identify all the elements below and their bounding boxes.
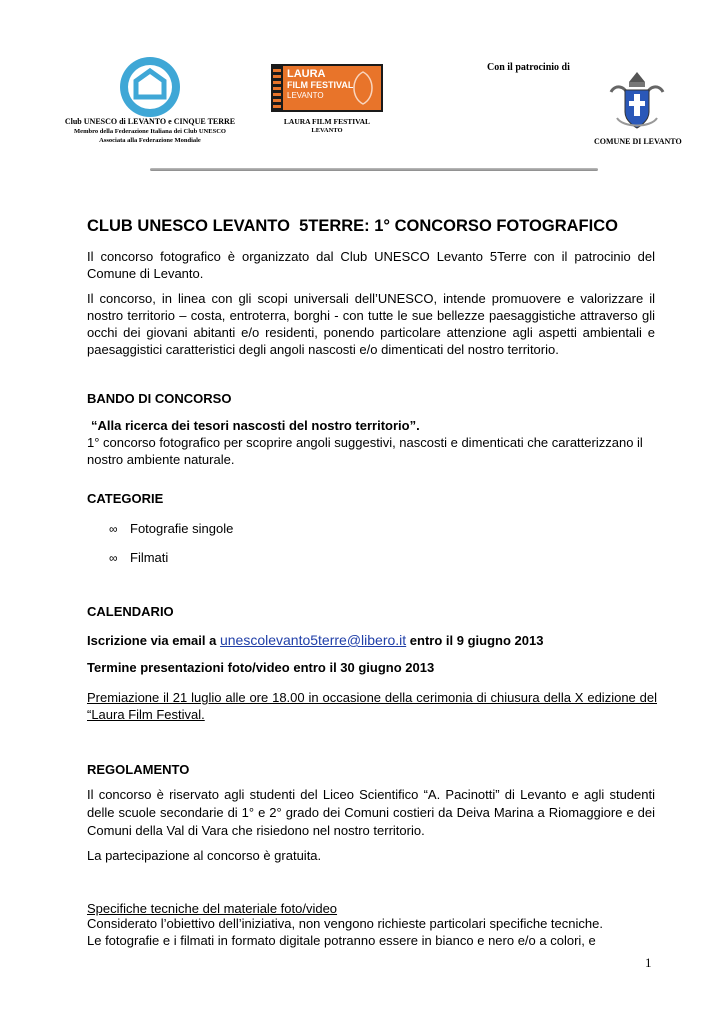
iscrizione-line xyxy=(87,632,543,648)
club-association: Associata alla Federazione Mondiale xyxy=(99,137,201,144)
festival-caption-city: LEVANTO xyxy=(311,127,343,134)
header-divider xyxy=(150,168,598,171)
page-number: 1 xyxy=(645,955,652,970)
category-item: Filmati xyxy=(130,550,169,565)
specifiche-line-1: Considerato l’obiettivo dell’iniziativa, non vengono richieste particolari specifiche tecniche. xyxy=(87,916,603,931)
regolamento-paragraph: Il concorso è riservato agli studenti del Liceo Scientifico “A. Pacinotti” di Levanto e agli studenti delle scuole secondarie di 1° e 2° grado dei Comuni costieri da Deiva Marina a Riomaggiore e dei Comuni della Val di Vara che risiedono nel nostro territorio. xyxy=(87,787,655,838)
bando-subtitle: “Alla ricerca dei tesori nascosti del nostro territorio”. xyxy=(91,418,420,433)
intro-paragraph-2: Il concorso, in linea con gli scopi universali dell’UNESCO, intende promuovere e valorizzare il nostro territorio – costa, entroterra, borghi - con tutte le sue bellezze paesaggistiche attraverso gli occhi dei giovani abitanti e/o residenti, ponendo particolare attenzione agli aspetti ambientali e paesaggistici caratteristici degli angoli nascosti e/o dimenticati del nostro territorio. xyxy=(87,291,655,357)
club-name: Club UNESCO di LEVANTO e CINQUE TERRE xyxy=(64,117,236,126)
patronage-label: Con il patrocinio di xyxy=(487,62,570,73)
festival-logo-panel xyxy=(283,66,381,110)
iscrizione-text: Iscrizione via email a xyxy=(87,633,220,648)
categorie-heading: CATEGORIE xyxy=(87,491,164,506)
laura-film-festival-logo xyxy=(271,64,383,112)
bullet-icon: ∞ xyxy=(109,522,118,536)
bando-text: 1° concorso fotografico per scoprire angoli suggestivi, nascosti e dimenticati che caratterizzano il nostro ambiente naturale. xyxy=(87,435,643,467)
calendario-heading: CALENDARIO xyxy=(87,604,174,619)
comune-levanto-crest xyxy=(607,68,667,136)
gratuita-line: La partecipazione al concorso è gratuita. xyxy=(87,848,322,863)
unesco-logo-icon xyxy=(118,55,182,119)
bullet-icon: ∞ xyxy=(109,551,118,565)
page-title: CLUB UNESCO LEVANTO 5TERRE: 1° CONCORSO FOTOGRAFICO xyxy=(87,217,618,235)
iscrizione-deadline: entro il 9 giugno 2013 xyxy=(406,633,544,648)
festival-logo-film: FILM FESTIVAL xyxy=(287,80,354,90)
film-strip xyxy=(273,66,281,110)
festival-logo-levanto: LEVANTO xyxy=(287,91,324,100)
specifiche-line-2: Le fotografie e i filmati in formato digitale potranno essere in bianco e nero e/o a colori, e xyxy=(87,933,596,948)
festival-swirl-icon xyxy=(349,70,377,106)
festival-logo-laura: LAURA xyxy=(287,68,326,80)
email-link[interactable]: unescolevanto5terre@libero.it xyxy=(219,632,407,648)
termine-line: Termine presentazioni foto/video entro il 30 giugno 2013 xyxy=(87,660,435,675)
bando-heading: BANDO DI CONCORSO xyxy=(87,391,232,406)
regolamento-heading: REGOLAMENTO xyxy=(87,762,190,777)
intro-paragraph-1: Il concorso fotografico è organizzato dal Club UNESCO Levanto 5Terre con il patrocinio del Comune di Levanto. xyxy=(87,249,655,281)
premiazione-line: Premiazione il 21 luglio alle ore 18.00 in occasione della cerimonia di chiusura della X edizione del “Laura Film Festival. xyxy=(87,690,657,722)
club-membership: Membro della Federazione Italiana dei Club UNESCO xyxy=(74,128,226,135)
unesco-club-logo xyxy=(118,55,182,119)
crest-icon xyxy=(607,68,667,136)
specifiche-heading: Specifiche tecniche del materiale foto/video xyxy=(87,901,338,916)
category-item: Fotografie singole xyxy=(130,521,234,536)
comune-caption: COMUNE DI LEVANTO xyxy=(594,137,682,146)
festival-caption: LAURA FILM FESTIVAL xyxy=(283,117,371,126)
